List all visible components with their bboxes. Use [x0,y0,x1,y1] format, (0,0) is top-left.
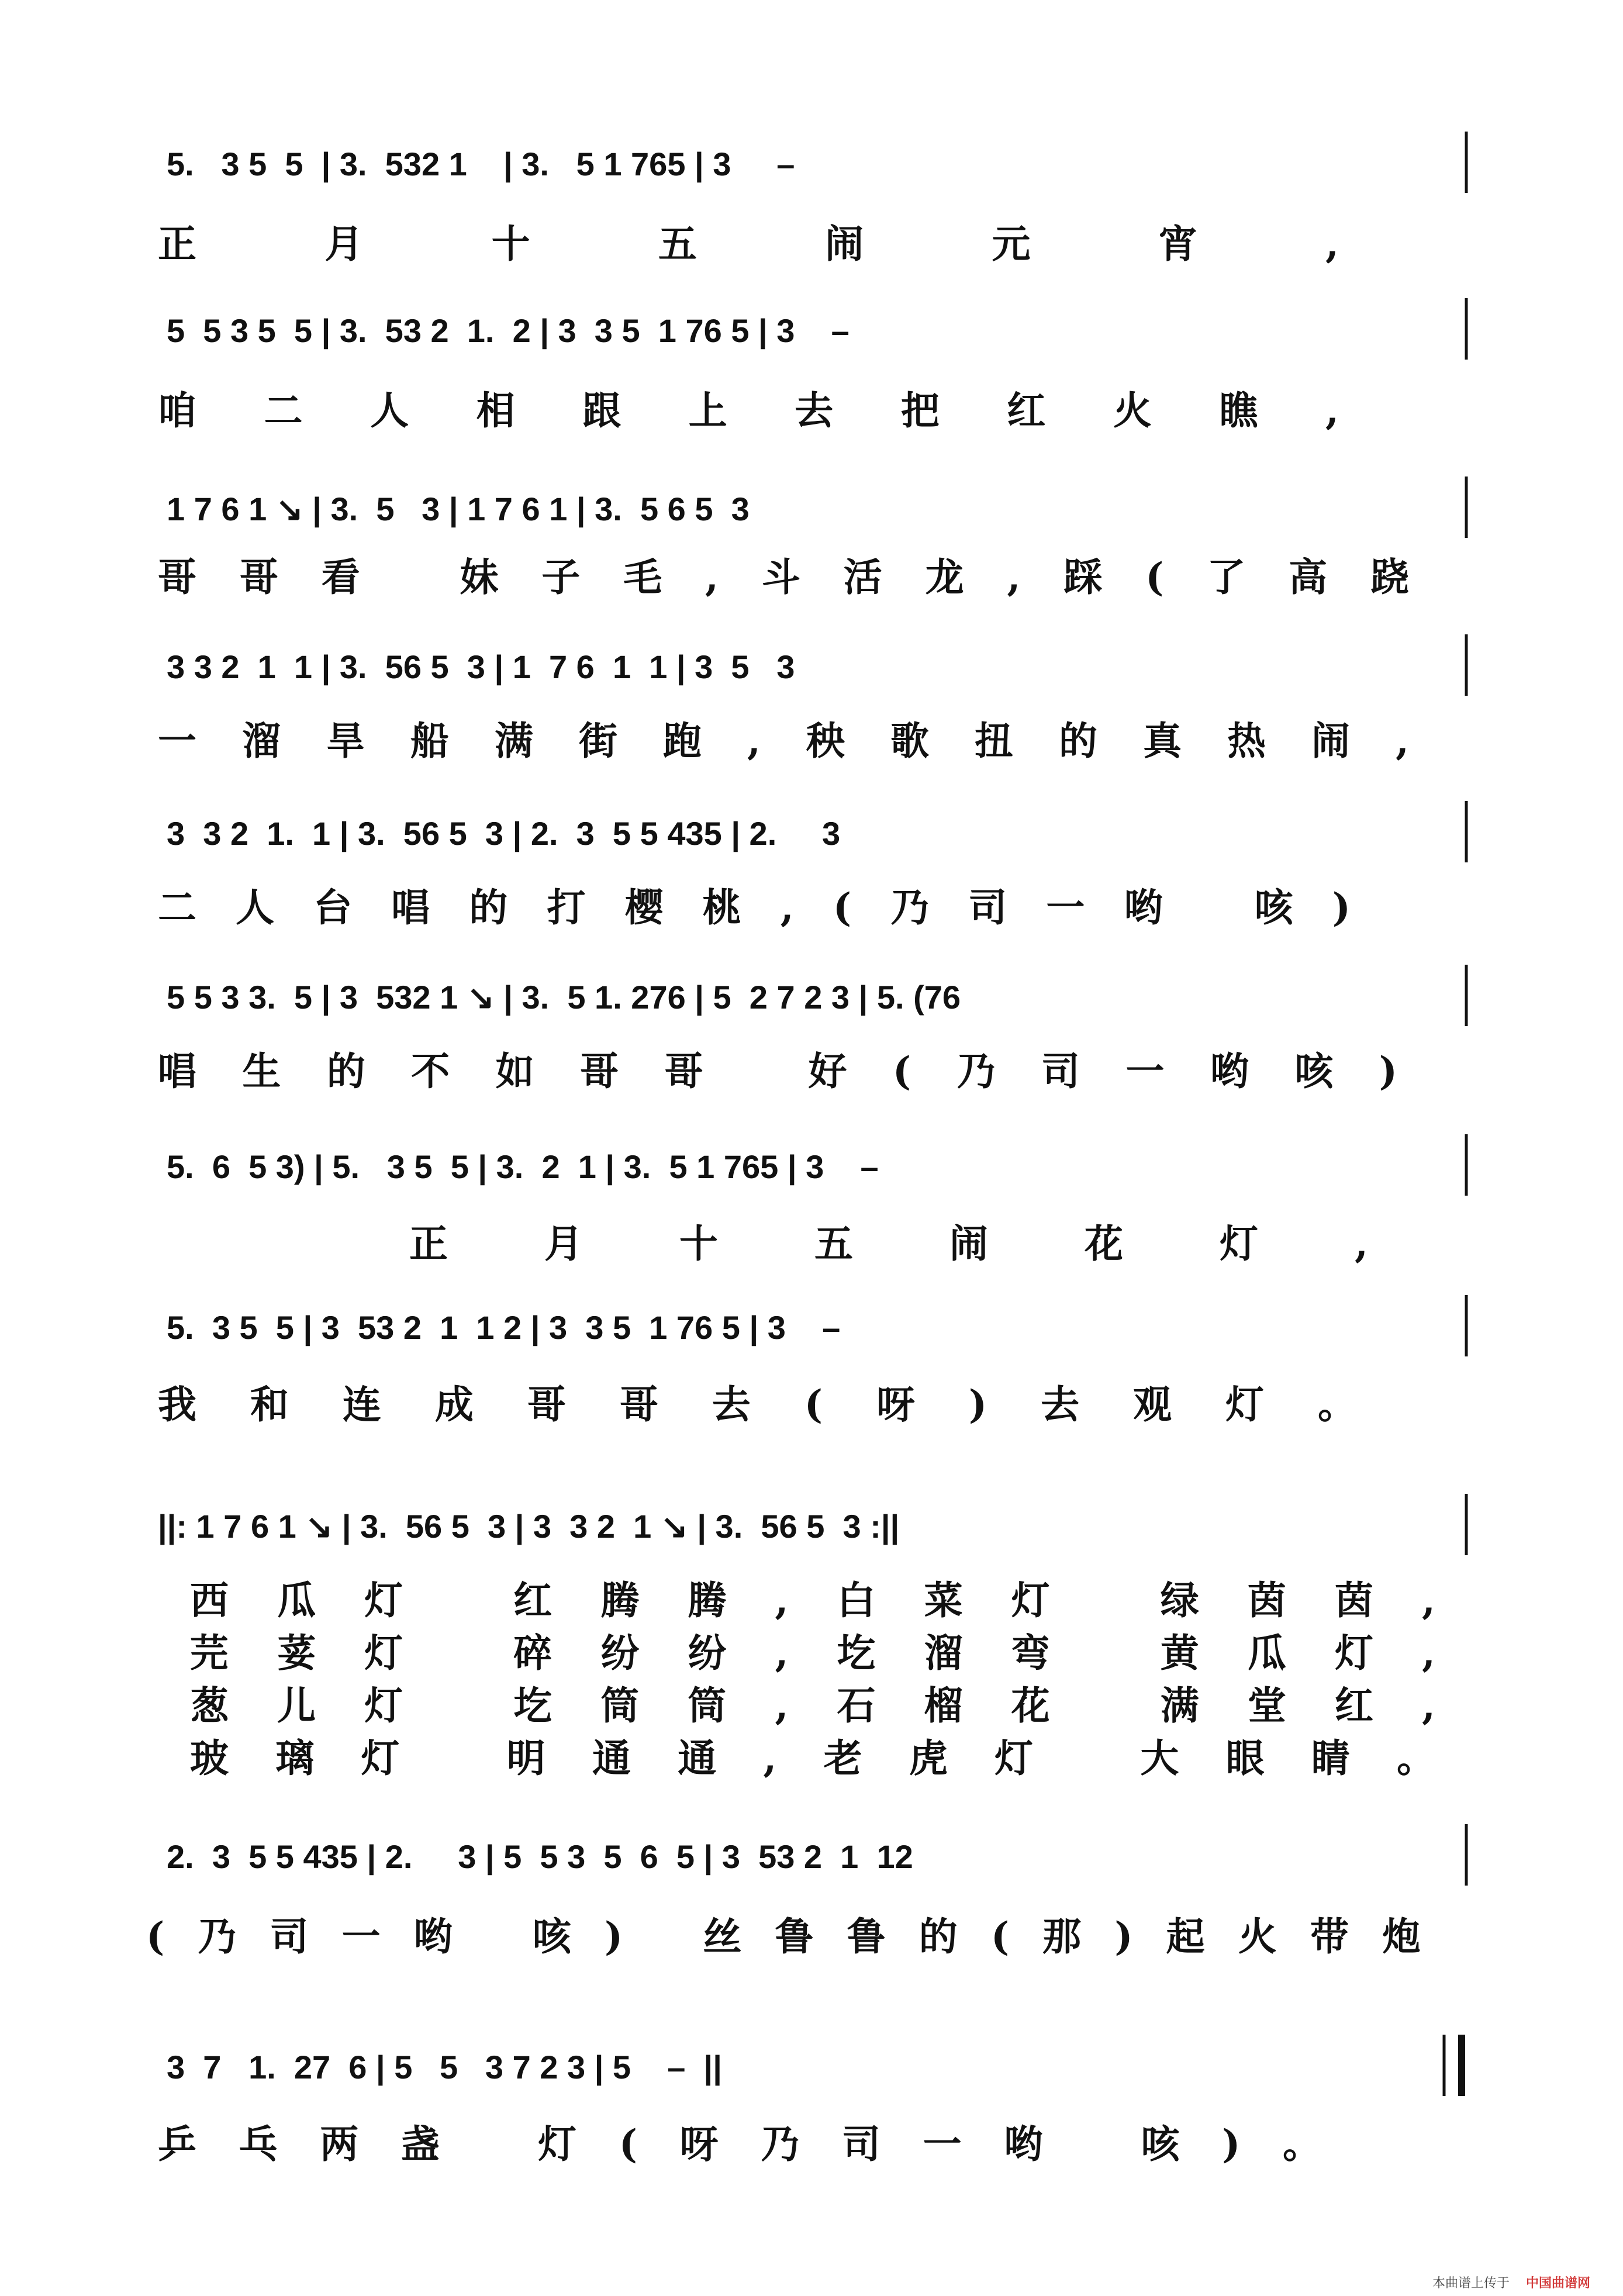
lyric-line: 咱二人相跟上去把红火瞧, [158,388,1339,433]
lyric-line: 二人台唱的打樱桃,(乃司一哟 咳) [158,885,1351,930]
notation-line: 5 5 3 3. 5 | 3 532 1 ↘ | 3. 5 1. 276 | 5 2 7 2 3 | 5. (76 [167,979,961,1016]
music-system [158,2035,1462,2167]
music-system [158,634,1466,764]
notation-line: 5. 3 5 5 | 3 53 2 1 1 2 | 3 3 5 1 76 5 | 3 – [167,1309,841,1346]
site-logo-text: 中国曲谱网 [1526,2276,1591,2291]
lyric-line: 哥哥看 妹子毛,斗活龙,踩(了高跷 [158,554,1409,600]
music-system [158,1494,1466,1781]
music-system [158,801,1466,930]
lyric-line: 正月十五闹花灯, [409,1221,1368,1266]
music-system [158,298,1466,433]
notation-line: 5 5 3 5 5 | 3. 53 2 1. 2 | 3 3 5 1 76 5 | 3 – [167,312,850,349]
notation-line: 1 7 6 1 ↘ | 3. 5 3 | 1 7 6 1 | 3. 5 6 5 3 [167,491,750,527]
music-system [158,1295,1466,1427]
lyric-line: 葱儿灯 圪筒筒,石榴花 满堂红, [190,1683,1435,1728]
lyric-line: 唱生的不如哥哥 好(乃司一哟咳) [158,1048,1397,1094]
music-system [167,1134,1466,1266]
music-system [158,477,1466,600]
notation-line: 3 7 1. 27 6 | 5 5 3 7 2 3 | 5 – || [167,2049,722,2086]
lyric-line: 我和连成哥哥去(呀)去观灯。 [158,1382,1356,1427]
lyric-line: 玻璃灯 明通通,老虎灯 大眼睛。 [190,1735,1435,1781]
music-system [146,1824,1466,1959]
lyric-line: 乒乓两盏 灯(呀乃司一哟 咳)。 [158,2121,1321,2167]
music-system [158,965,1466,1094]
notation-line: ||: 1 7 6 1 ↘ | 3. 56 5 3 | 3 3 2 1 ↘ | 3. 56 5 3 :|| [158,1508,900,1545]
upload-credit-text: 本曲谱上传于 [1432,2276,1510,2291]
lyric-line: (乃司一哟 咳) 丝鲁鲁的(那)起火带炮 [146,1914,1421,1959]
music-system [158,132,1466,267]
notation-line: 3 3 2 1. 1 | 3. 56 5 3 | 2. 3 5 5 435 | 2. 3 [167,815,841,852]
notation-line: 5. 6 5 3) | 5. 3 5 5 | 3. 2 1 | 3. 5 1 765 | 3 – [167,1148,879,1185]
lyric-line: 西瓜灯 红腾腾,白菜灯 绿茵茵, [190,1577,1435,1623]
lyric-line: 一溜旱船满街跑,秧歌扭的真热闹, [158,718,1409,764]
notation-line: 2. 3 5 5 435 | 2. 3 | 5 5 3 5 6 5 | 3 53 2 1 12 [167,1838,913,1875]
lyric-line: 正月十五闹元宵, [158,221,1339,267]
notation-line: 3 3 2 1 1 | 3. 56 5 3 | 1 7 6 1 1 | 3 5 3 [167,648,795,685]
lyric-line: 芫荽灯 碎纷纷,圪溜弯 黄瓜灯, [190,1630,1435,1676]
footer-credit [1432,2276,1590,2291]
notation-line: 5. 3 5 5 | 3. 532 1 | 3. 5 1 765 | 3 – [167,146,795,182]
